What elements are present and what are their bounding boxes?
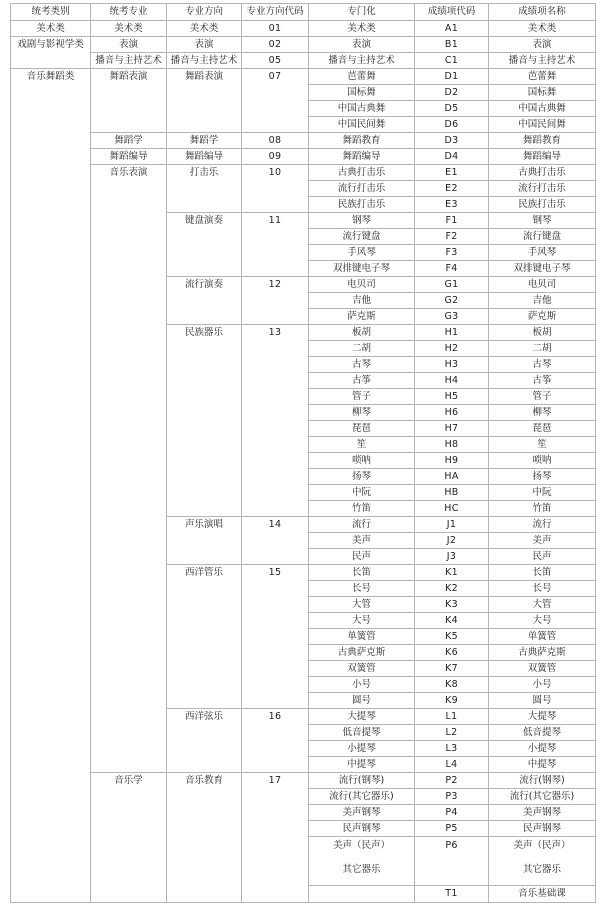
item-name-cell: 手风琴: [489, 245, 596, 261]
specialization-cell: 流行(其它器乐): [309, 789, 415, 805]
table-row: [11, 773, 596, 789]
item-name-cell: 舞蹈编导: [489, 149, 596, 165]
item-code-cell: H5: [415, 389, 489, 405]
direction-cell: 民族器乐: [167, 325, 242, 517]
item-name-cell: 小提琴: [489, 741, 596, 757]
item-name-cell: 扬琴: [489, 469, 596, 485]
specialization-cell: 笙: [309, 437, 415, 453]
table-row: [11, 133, 596, 149]
table-row: [11, 37, 596, 53]
item-code-cell: F4: [415, 261, 489, 277]
direction-cell: 舞蹈学: [167, 133, 242, 149]
item-code-cell: H6: [415, 405, 489, 421]
direction-code-cell: 07: [242, 69, 309, 133]
item-code-cell: K4: [415, 613, 489, 629]
item-name-cell: 播音与主持艺术: [489, 53, 596, 69]
specialization-cell: 小号: [309, 677, 415, 693]
item-code-cell: H3: [415, 357, 489, 373]
specialization-cell: 舞蹈编导: [309, 149, 415, 165]
item-code-cell: H9: [415, 453, 489, 469]
item-code-cell: K9: [415, 693, 489, 709]
item-name-cell: 笙: [489, 437, 596, 453]
direction-cell: 打击乐: [167, 165, 242, 213]
item-code-cell: E2: [415, 181, 489, 197]
item-code-cell: D1: [415, 69, 489, 85]
item-name-cell: 中提琴: [489, 757, 596, 773]
item-name-cell: 管子: [489, 389, 596, 405]
item-name-cell: 古典萨克斯: [489, 645, 596, 661]
item-name-cell: 板胡: [489, 325, 596, 341]
specialization-cell: 国标舞: [309, 85, 415, 101]
score-code-table: [10, 3, 596, 903]
direction-cell: 西洋管乐: [167, 565, 242, 709]
specialization-cell: 大管: [309, 597, 415, 613]
item-name-cell: 芭蕾舞: [489, 69, 596, 85]
major-cell: 美术类: [91, 21, 167, 37]
item-name-cell: 流行: [489, 517, 596, 533]
specialization-cell: 中国古典舞: [309, 101, 415, 117]
direction-code-cell: 12: [242, 277, 309, 325]
item-name-cell: 竹笛: [489, 501, 596, 517]
item-name-cell: 古琴: [489, 357, 596, 373]
direction-cell: 表演: [167, 37, 242, 53]
direction-code-cell: 17: [242, 773, 309, 903]
item-name-cell: 中阮: [489, 485, 596, 501]
specialization-cell: 长号: [309, 581, 415, 597]
item-code-cell: D3: [415, 133, 489, 149]
item-name-cell: 音乐基础课: [489, 886, 596, 903]
item-name-cell: 国标舞: [489, 85, 596, 101]
item-code-cell: A1: [415, 21, 489, 37]
specialization-cell: 双簧管: [309, 661, 415, 677]
specialization-cell: [309, 837, 415, 886]
item-name-cell: 双排键电子琴: [489, 261, 596, 277]
specialization-cell: 中提琴: [309, 757, 415, 773]
item-code-cell: K8: [415, 677, 489, 693]
item-name-cell: 美声: [489, 533, 596, 549]
item-code-cell: T1: [415, 886, 489, 903]
direction-cell: 美术类: [167, 21, 242, 37]
item-name-cell: 萨克斯: [489, 309, 596, 325]
specialization-cell: 流行(钢琴): [309, 773, 415, 789]
item-code-cell: G3: [415, 309, 489, 325]
item-name-cell: 吉他: [489, 293, 596, 309]
specialization-cell: 民声钢琴: [309, 821, 415, 837]
specialization-cell: 唢呐: [309, 453, 415, 469]
direction-code-cell: 08: [242, 133, 309, 149]
direction-cell: 音乐教育: [167, 773, 242, 903]
item-code-cell: H7: [415, 421, 489, 437]
specialization-cell: 中国民间舞: [309, 117, 415, 133]
item-code-cell: G2: [415, 293, 489, 309]
col-header: 专业方向: [167, 4, 242, 21]
specialization-cell: 手风琴: [309, 245, 415, 261]
item-name-cell: 低音提琴: [489, 725, 596, 741]
table-row: [11, 149, 596, 165]
col-header: 专门化: [309, 4, 415, 21]
major-cell: 舞蹈编导: [91, 149, 167, 165]
specialization-cell: 美声: [309, 533, 415, 549]
category-cell: 音乐舞蹈类: [11, 69, 91, 903]
item-name-cell: 中国民间舞: [489, 117, 596, 133]
specialization-cell: 小提琴: [309, 741, 415, 757]
col-header: 专业方向代码: [242, 4, 309, 21]
item-name-cell: 民声: [489, 549, 596, 565]
table-row: [11, 53, 596, 69]
specialization-cell: 民声: [309, 549, 415, 565]
item-code-cell: P2: [415, 773, 489, 789]
direction-cell: 键盘演奏: [167, 213, 242, 277]
item-code-cell: E1: [415, 165, 489, 181]
item-name-cell: 美术类: [489, 21, 596, 37]
item-name-cell: 大提琴: [489, 709, 596, 725]
item-name-cell: 双簧管: [489, 661, 596, 677]
direction-cell: 流行演奏: [167, 277, 242, 325]
specialization-cell: 电贝司: [309, 277, 415, 293]
specialization-line: 美声（民声）: [332, 840, 390, 851]
specialization-cell: 竹笛: [309, 501, 415, 517]
specialization-cell: 圆号: [309, 693, 415, 709]
item-code-cell: H2: [415, 341, 489, 357]
item-name-cell: 长笛: [489, 565, 596, 581]
specialization-cell: 芭蕾舞: [309, 69, 415, 85]
item-code-cell: K3: [415, 597, 489, 613]
item-name-cell: [489, 837, 596, 886]
item-name-cell: 柳琴: [489, 405, 596, 421]
item-code-cell: D6: [415, 117, 489, 133]
item-name-cell: 圆号: [489, 693, 596, 709]
item-code-cell: L1: [415, 709, 489, 725]
item-code-cell: H8: [415, 437, 489, 453]
specialization-cell: 单簧管: [309, 629, 415, 645]
item-code-cell: H4: [415, 373, 489, 389]
direction-cell: 舞蹈编导: [167, 149, 242, 165]
specialization-cell: 扬琴: [309, 469, 415, 485]
major-cell: 舞蹈表演: [91, 69, 167, 133]
specialization-cell: 吉他: [309, 293, 415, 309]
item-name-cell: 单簧管: [489, 629, 596, 645]
item-name-cell: 琵琶: [489, 421, 596, 437]
item-name-cell: 流行键盘: [489, 229, 596, 245]
direction-code-cell: 13: [242, 325, 309, 517]
specialization-line: 其它器乐: [342, 864, 381, 875]
item-code-cell: F2: [415, 229, 489, 245]
direction-cell: 声乐演唱: [167, 517, 242, 565]
direction-code-cell: 15: [242, 565, 309, 709]
item-name-cell: 流行(钢琴): [489, 773, 596, 789]
category-cell: 戏剧与影视学类: [11, 37, 91, 69]
header-row: [11, 4, 596, 21]
col-header: 统考专业: [91, 4, 167, 21]
item-code-cell: B1: [415, 37, 489, 53]
item-code-cell: F3: [415, 245, 489, 261]
specialization-cell: 流行: [309, 517, 415, 533]
direction-cell: 播音与主持艺术: [167, 53, 242, 69]
item-code-cell: E3: [415, 197, 489, 213]
item-code-cell: K2: [415, 581, 489, 597]
specialization-cell: 流行打击乐: [309, 181, 415, 197]
col-header: 统考类别: [11, 4, 91, 21]
specialization-cell: 美术类: [309, 21, 415, 37]
specialization-cell: 中阮: [309, 485, 415, 501]
direction-code-cell: 11: [242, 213, 309, 277]
item-name-line: 美声（民声）: [513, 840, 571, 851]
item-code-cell: P4: [415, 805, 489, 821]
item-code-cell: H1: [415, 325, 489, 341]
specialization-cell: 柳琴: [309, 405, 415, 421]
specialization-cell: 古典萨克斯: [309, 645, 415, 661]
item-name-cell: 二胡: [489, 341, 596, 357]
direction-code-cell: 14: [242, 517, 309, 565]
item-name-cell: 古典打击乐: [489, 165, 596, 181]
direction-cell: 舞蹈表演: [167, 69, 242, 133]
item-name-cell: 古筝: [489, 373, 596, 389]
specialization-cell: [309, 886, 415, 903]
item-name-cell: 钢琴: [489, 213, 596, 229]
item-code-cell: HA: [415, 469, 489, 485]
item-code-cell: J3: [415, 549, 489, 565]
specialization-cell: 古琴: [309, 357, 415, 373]
item-name-cell: 民声钢琴: [489, 821, 596, 837]
item-code-cell: HB: [415, 485, 489, 501]
item-code-cell: J2: [415, 533, 489, 549]
item-name-cell: 美声钢琴: [489, 805, 596, 821]
item-code-cell: P6: [415, 837, 489, 886]
item-name-line: 其它器乐: [522, 864, 561, 875]
major-cell: 表演: [91, 37, 167, 53]
item-code-cell: K5: [415, 629, 489, 645]
specialization-cell: 管子: [309, 389, 415, 405]
table-row: [11, 165, 596, 181]
item-name-cell: 民族打击乐: [489, 197, 596, 213]
item-name-cell: 表演: [489, 37, 596, 53]
item-name-cell: 唢呐: [489, 453, 596, 469]
item-code-cell: HC: [415, 501, 489, 517]
specialization-cell: 大提琴: [309, 709, 415, 725]
major-cell: 音乐学: [91, 773, 167, 903]
item-name-cell: 小号: [489, 677, 596, 693]
major-cell: 音乐表演: [91, 165, 167, 773]
major-cell: 舞蹈学: [91, 133, 167, 149]
major-cell: 播音与主持艺术: [91, 53, 167, 69]
item-code-cell: D4: [415, 149, 489, 165]
specialization-cell: 古筝: [309, 373, 415, 389]
specialization-cell: 钢琴: [309, 213, 415, 229]
direction-code-cell: 09: [242, 149, 309, 165]
direction-code-cell: 05: [242, 53, 309, 69]
item-code-cell: P3: [415, 789, 489, 805]
col-header: 成绩项名称: [489, 4, 596, 21]
item-code-cell: F1: [415, 213, 489, 229]
item-name-cell: 大管: [489, 597, 596, 613]
item-code-cell: J1: [415, 517, 489, 533]
specialization-cell: 琵琶: [309, 421, 415, 437]
direction-cell: 西洋弦乐: [167, 709, 242, 773]
item-code-cell: D2: [415, 85, 489, 101]
specialization-cell: 大号: [309, 613, 415, 629]
specialization-cell: 表演: [309, 37, 415, 53]
table-row: [11, 69, 596, 85]
item-code-cell: K1: [415, 565, 489, 581]
item-name-cell: 长号: [489, 581, 596, 597]
direction-code-cell: 02: [242, 37, 309, 53]
item-name-cell: 流行打击乐: [489, 181, 596, 197]
table-row: [11, 21, 596, 37]
specialization-cell: 民族打击乐: [309, 197, 415, 213]
col-header: 成绩项代码: [415, 4, 489, 21]
item-name-cell: 舞蹈教育: [489, 133, 596, 149]
item-code-cell: P5: [415, 821, 489, 837]
item-name-cell: 流行(其它器乐): [489, 789, 596, 805]
item-name-cell: 中国古典舞: [489, 101, 596, 117]
direction-code-cell: 16: [242, 709, 309, 773]
specialization-cell: 板胡: [309, 325, 415, 341]
item-code-cell: K7: [415, 661, 489, 677]
item-code-cell: L3: [415, 741, 489, 757]
item-name-cell: 大号: [489, 613, 596, 629]
specialization-cell: 萨克斯: [309, 309, 415, 325]
item-code-cell: C1: [415, 53, 489, 69]
category-cell: 美术类: [11, 21, 91, 37]
item-code-cell: G1: [415, 277, 489, 293]
specialization-cell: 美声钢琴: [309, 805, 415, 821]
specialization-cell: 二胡: [309, 341, 415, 357]
direction-code-cell: 01: [242, 21, 309, 37]
item-code-cell: K6: [415, 645, 489, 661]
direction-code-cell: 10: [242, 165, 309, 213]
item-code-cell: L2: [415, 725, 489, 741]
specialization-cell: 流行键盘: [309, 229, 415, 245]
specialization-cell: 古典打击乐: [309, 165, 415, 181]
item-code-cell: D5: [415, 101, 489, 117]
specialization-cell: 双排键电子琴: [309, 261, 415, 277]
item-name-cell: 电贝司: [489, 277, 596, 293]
item-code-cell: L4: [415, 757, 489, 773]
specialization-cell: 播音与主持艺术: [309, 53, 415, 69]
specialization-cell: 低音提琴: [309, 725, 415, 741]
specialization-cell: 长笛: [309, 565, 415, 581]
specialization-cell: 舞蹈教育: [309, 133, 415, 149]
